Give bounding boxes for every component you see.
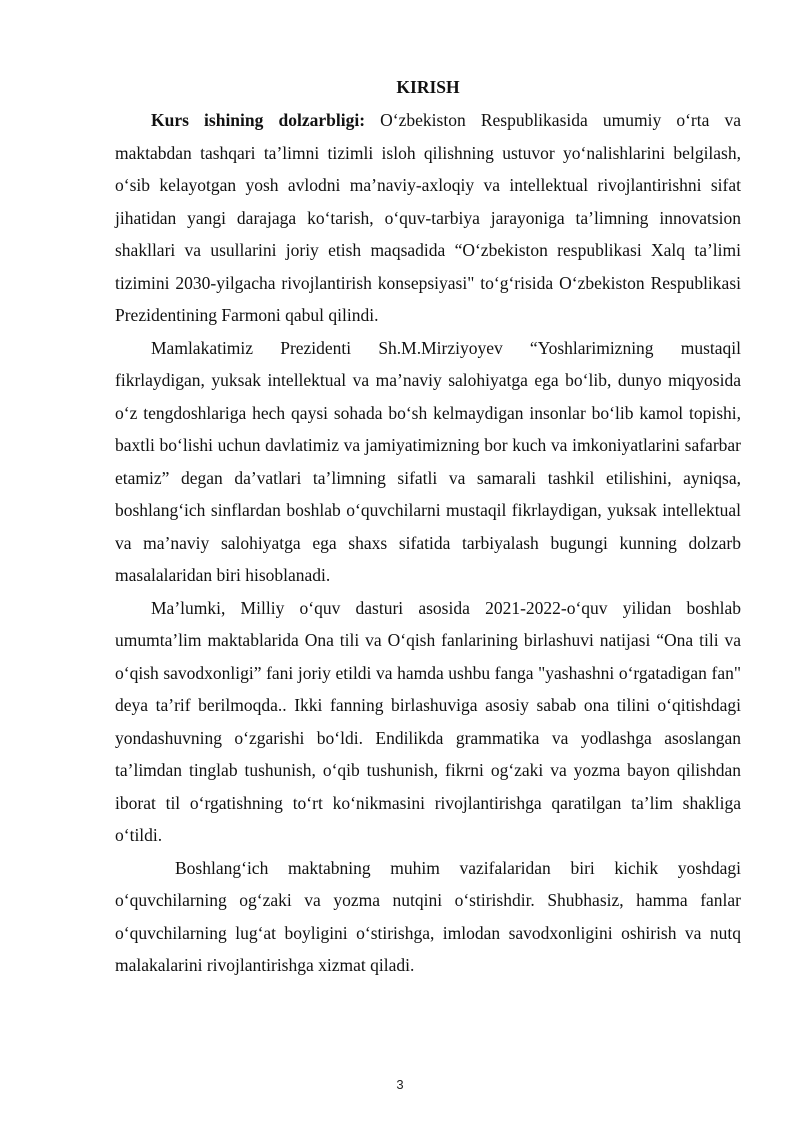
section-heading: KIRISH	[396, 77, 460, 97]
paragraph-curriculum	[115, 592, 741, 852]
page-number: 3	[396, 1077, 404, 1092]
paragraph-text: Boshlang‘ich maktabning muhim vazifalaridan biri kichik yoshdagi o‘quvchilarning og‘zaki va yozma nutqini o‘stirishdir. Shubhasiz, hamma fanlar o‘quvchilarning lug‘at boyligini o‘stirishga, imlodan savodxonligini oshirish va nutq malakalarini rivojlantirishga xizmat qiladi.	[115, 857, 741, 975]
paragraph-relevance	[115, 104, 741, 332]
paragraph-president-quote	[115, 332, 741, 592]
paragraph-text: O‘zbekiston Respublikasida umumiy o‘rta va maktabdan tashqari ta’limni tizimli isloh qilishning ustuvor yo‘nalishlarini belgilash, o‘sib kelayotgan yosh avlodni ma’naviy-axloqiy va intellektual rivojlantirishni sifat jihatidan yangi darajaga ko‘tarish, o‘quv-tarbiya jarayoniga ta’limning innovatsion shakllari va usullarini joriy etish maqsadida “O‘zbekiston respublikasi Xalq ta’limi tizimini 2030-yilgacha rivojlantirish konsepsiyasi" to‘g‘risida O‘zbekiston Respublikasi Prezidentining Farmoni qabul qilindi.	[115, 110, 742, 325]
paragraph-primary-school	[115, 852, 741, 982]
page-content	[115, 73, 741, 982]
paragraph-lead: Kurs ishining dolzarbligi:	[151, 110, 366, 130]
paragraph-text: Ma’lumki, Milliy o‘quv dasturi asosida 2021-2022-o‘quv yilidan boshlab umumta’lim maktablarida Ona tili va O‘qish fanlarining birlashuvi natijasi “Ona tili va o‘qish savodxonligi” fani joriy etildi va hamda ushbu fanga "yashashni o‘rgatadigan fan" deya ta’rif berilmoqda.. Ikki fanning birlashuviga asosiy sabab ona tilini o‘qitishdagi yondashuvning o‘zgarishi bo‘ldi. Endilikda grammatika va yodlashga asoslangan ta’limdan tinglab tushunish, o‘qib tushunish, fikrni og‘zaki va yozma bayon qilishdan iborat til o‘rgatishning to‘rt ko‘nikmasini rivojlantirishga qaratilgan ta’lim shakliga o‘tildi.	[115, 597, 741, 845]
paragraph-text: Mamlakatimiz Prezidenti Sh.M.Mirziyoyev “Yoshlarimizning mustaqil fikrlaydigan, yuksak intellektual va ma’naviy salohiyatga ega bo‘lib, dunyo miqyosida o‘z tengdoshlariga hech qaysi sohada bo‘sh kelmaydigan insonlar bo‘lib kamol topishi, baxtli bo‘lishi uchun davlatimiz va jamiyatimizning bor kuch va imkoniyatlarini safarbar etamiz” degan da’vatlari ta’limning sifatli va samarali tashkil etilishini, ayniqsa, boshlang‘ich sinflardan boshlab o‘quvchilarni mustaqil fikrlaydigan, yuksak intellektual va ma’naviy salohiyatga ega shaxs sifatida tarbiyalash bugungi kunning dolzarb masalalaridan biri hisoblanadi.	[115, 337, 741, 585]
